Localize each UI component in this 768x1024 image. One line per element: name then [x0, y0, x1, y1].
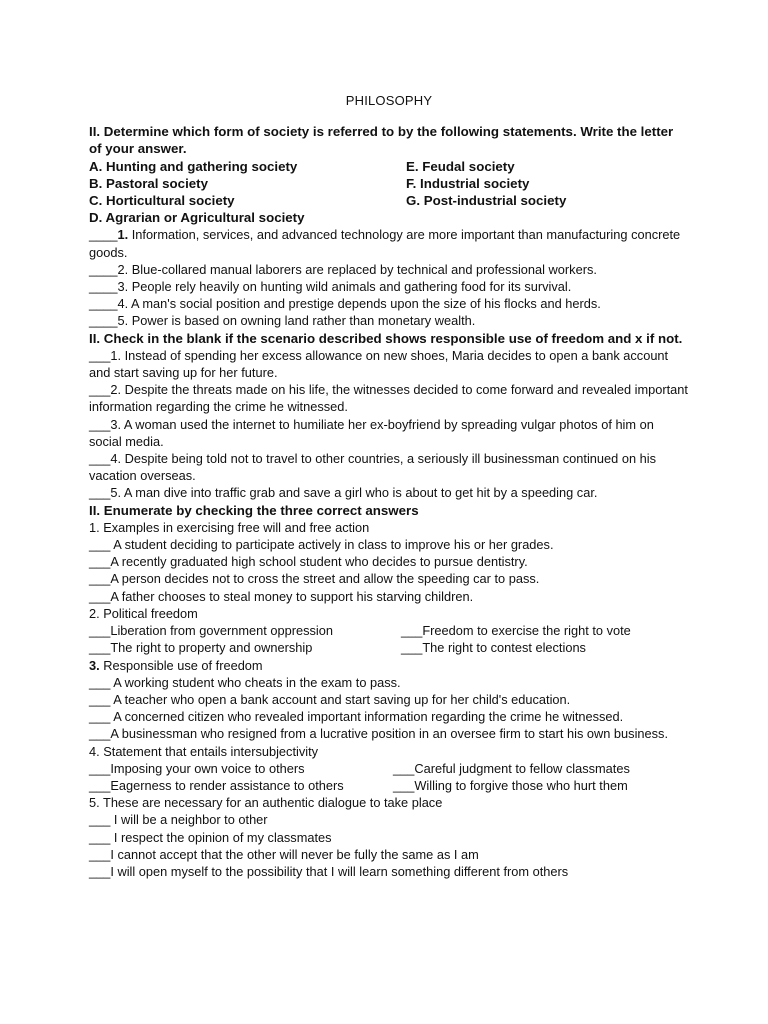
q1-label: 1. Examples in exercising free will and free action	[89, 519, 370, 535]
item-number: 4.	[117, 296, 129, 312]
choice-e: E. Feudal society	[406, 158, 515, 174]
part2-item-3	[89, 416, 689, 450]
q3-option[interactable]: ___ A concerned citizen who revealed important information regarding the crime he witnessed.	[89, 709, 624, 725]
part1-item-5	[89, 312, 689, 329]
q4-row	[89, 760, 689, 777]
choice-d: D. Agrarian or Agricultural society	[89, 210, 305, 226]
answer-blank[interactable]: ____	[89, 296, 118, 312]
q3-option[interactable]: ___ A teacher who open a bank account and start saving up for her child's education.	[89, 691, 571, 707]
item-number: 1.	[117, 227, 129, 243]
q1-option[interactable]: ___A father chooses to steal money to support his starving children.	[89, 588, 474, 604]
q5-option[interactable]: ___ I respect the opinion of my classmates	[89, 829, 332, 845]
item-text: Despite being told not to travel to other countries, a seriously ill businessman continued on his vacation overseas.	[89, 451, 656, 484]
answer-blank[interactable]: ____	[89, 227, 118, 243]
part2-item-1	[89, 347, 689, 381]
answer-blank[interactable]: ___	[89, 347, 111, 363]
q1-option[interactable]: ___A recently graduated high school student who decides to pursue dentistry.	[89, 554, 528, 570]
q2-option[interactable]: ___Liberation from government oppression	[89, 623, 333, 639]
q3-label-line	[89, 657, 689, 674]
item-text: Despite the threats made on his life, the witnesses decided to come forward and revealed important information regarding the crime he witnessed.	[89, 382, 688, 415]
item-text: Instead of spending her excess allowance on new shoes, Maria decides to open a bank account and start saving up for her future.	[89, 347, 669, 381]
item-text: A man dive into traffic grab and save a girl who is about to get hit by a speeding car.	[121, 485, 598, 501]
q5-option[interactable]: ___ I will be a neighbor to other	[89, 812, 268, 828]
item-text: People rely heavily on hunting wild animals and gathering food for its survival.	[128, 279, 572, 295]
answer-blank[interactable]: ____	[89, 261, 118, 277]
item-text: A woman used the internet to humiliate her ex-boyfriend by spreading vulgar photos of him on social media.	[89, 416, 654, 449]
choice-f: F. Industrial society	[406, 175, 530, 191]
part3-heading: II. Enumerate by checking the three correct answers	[89, 502, 419, 518]
part2-item-4	[89, 450, 689, 484]
choice-row	[89, 192, 689, 209]
q4-label: 4. Statement that entails intersubjectivity	[89, 743, 319, 759]
part1-heading: II. Determine which form of society is referred to by the following statements. Write the letter of your answer.	[89, 124, 674, 157]
answer-blank[interactable]: ___	[89, 416, 111, 432]
q2-row	[89, 639, 689, 656]
answer-blank[interactable]: ____	[89, 313, 118, 329]
item-number: 5.	[110, 485, 122, 501]
choice-g: G. Post-industrial society	[406, 193, 567, 209]
item-number: 3.	[110, 416, 122, 432]
q3-number: 3.	[89, 657, 100, 673]
choice-b: B. Pastoral society	[89, 175, 208, 191]
choice-c: C. Horticultural society	[89, 193, 235, 209]
part1-item-1	[89, 226, 689, 260]
q2-option[interactable]: ___Freedom to exercise the right to vote	[401, 623, 631, 639]
q5-option[interactable]: ___I will open myself to the possibility that I will learn something different from others	[89, 863, 569, 879]
q4-option[interactable]: ___Willing to forgive those who hurt them	[393, 777, 628, 793]
q4-option[interactable]: ___Imposing your own voice to others	[89, 760, 305, 776]
choice-row	[89, 175, 689, 192]
part2-heading: II. Check in the blank if the scenario described shows responsible use of freedom and x if not.	[89, 330, 683, 346]
q3-option[interactable]: ___A businessman who resigned from a lucrative position in an oversee firm to start his own business.	[89, 726, 668, 742]
answer-blank[interactable]: ____	[89, 279, 118, 295]
item-text: Information, services, and advanced technology are more important than manufacturing concrete goods.	[89, 227, 681, 260]
q2-label: 2. Political freedom	[89, 605, 198, 621]
q1-option[interactable]: ___A person decides not to cross the street and allow the speeding car to pass.	[89, 571, 540, 587]
item-text: Power is based on owning land rather than monetary wealth.	[128, 313, 476, 329]
q2-row	[89, 622, 689, 639]
part1-item-4	[89, 295, 689, 312]
part2-item-2	[89, 381, 689, 415]
q2-option[interactable]: ___The right to property and ownership	[89, 640, 313, 656]
q5-option[interactable]: ___I cannot accept that the other will never be fully the same as I am	[89, 846, 479, 862]
answer-blank[interactable]: ___	[89, 485, 111, 501]
item-text: A man's social position and prestige depends upon the size of his flocks and herds.	[128, 296, 601, 312]
item-number: 4.	[110, 451, 122, 467]
q4-option[interactable]: ___Careful judgment to fellow classmates	[393, 760, 630, 776]
q1-option[interactable]: ___ A student deciding to participate actively in class to improve his or her grades.	[89, 537, 554, 553]
q4-row	[89, 777, 689, 794]
choice-a: A. Hunting and gathering society	[89, 158, 298, 174]
choice-row	[89, 158, 689, 175]
item-number: 5.	[117, 313, 129, 329]
answer-blank[interactable]: ___	[89, 382, 111, 398]
part1-item-3	[89, 278, 689, 295]
q2-option[interactable]: ___The right to contest elections	[401, 640, 586, 656]
page-title: PHILOSOPHY	[345, 93, 433, 108]
q3-option[interactable]: ___ A working student who cheats in the exam to pass.	[89, 674, 401, 690]
q3-label: Responsible use of freedom	[99, 657, 263, 673]
part2-item-5	[89, 484, 689, 501]
item-number: 1.	[110, 347, 122, 363]
item-number: 3.	[117, 279, 129, 295]
item-number: 2.	[117, 261, 129, 277]
part1-item-2	[89, 261, 689, 278]
q4-option[interactable]: ___Eagerness to render assistance to others	[89, 777, 344, 793]
answer-blank[interactable]: ___	[89, 451, 111, 467]
worksheet-content	[89, 92, 689, 880]
item-text: Blue-collared manual laborers are replaced by technical and professional workers.	[128, 261, 597, 277]
item-number: 2.	[110, 382, 122, 398]
q5-label: 5. These are necessary for an authentic dialogue to take place	[89, 795, 443, 811]
